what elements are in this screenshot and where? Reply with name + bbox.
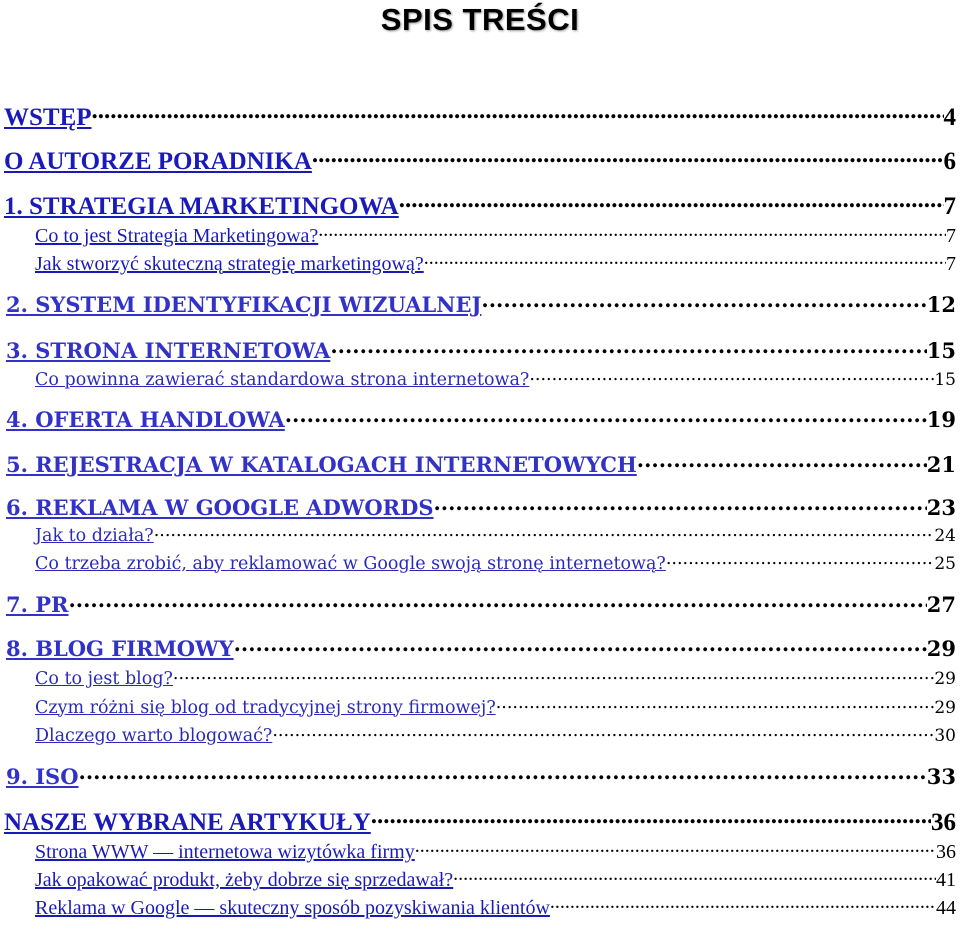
toc-entry-page: 23 [926,495,956,520]
toc-entry-label[interactable]: Co to jest blog? [35,668,173,689]
dot-leader [496,695,935,713]
dot-leader [550,894,936,914]
toc-subentry[interactable] [4,367,956,390]
toc-entry-label[interactable]: 8. BLOG FIRMOWY [6,636,234,661]
toc-entry-page: 29 [934,668,956,689]
toc-entry-label[interactable]: 4. OFERTA HANDLOWA [6,407,285,432]
dot-leader [330,337,926,358]
dot-leader [371,805,931,830]
toc-entry-oferta[interactable] [4,406,956,432]
toc-entry-label[interactable]: Czym różni się blog od tradycyjnej strony firmowej? [35,697,496,718]
dot-leader [415,838,936,858]
toc-entry-page: 36 [931,809,956,836]
toc-subentry[interactable] [4,523,956,546]
toc-entry-system[interactable] [4,291,956,317]
toc-entry-page: 36 [936,841,956,863]
toc-subentry[interactable] [4,838,956,864]
toc-entry-artykuly[interactable] [4,805,956,837]
toc-entry-page: 12 [926,292,956,317]
toc-entry-page: 29 [934,697,956,718]
toc-title: SPIS TREŚCI [380,2,580,37]
toc-entry-page: 29 [926,636,956,661]
dot-leader [529,367,934,385]
toc-subentry[interactable] [4,866,956,892]
dot-leader [637,451,927,472]
toc-entry-page: 15 [926,338,956,363]
toc-entry-blog[interactable] [4,635,956,661]
toc-entry-label[interactable]: O AUTORZE PORADNIKA [4,148,312,175]
toc-entry-label[interactable]: Reklama w Google — skuteczny sposób pozyskiwania klientów [35,897,550,919]
toc-entry-label[interactable]: 9. ISO [6,764,79,789]
toc-subentry[interactable] [4,695,956,718]
dot-leader [312,144,944,169]
toc-entry-label[interactable]: Strona WWW — internetowa wizytówka firmy [35,841,415,863]
toc-entry-o-autorze[interactable] [4,144,956,176]
toc-subentry[interactable] [4,894,956,920]
toc-entry-label[interactable]: Jak opakować produkt, żeby dobrze się sprzedawał? [35,869,454,891]
dot-leader [318,222,946,242]
toc-entry-label[interactable]: Dlaczego warto blogować? [35,725,273,746]
toc-entry-page: 30 [934,725,956,746]
toc-subentry[interactable] [4,666,956,689]
toc-entry-page: 6 [943,148,956,175]
dot-leader [434,494,927,515]
toc-entry-label[interactable]: Co to jest Strategia Marketingowa? [35,225,319,247]
toc-entry-label[interactable]: 3. STRONA INTERNETOWA [6,338,331,363]
toc-subentry[interactable] [4,723,956,746]
dot-leader [666,551,935,569]
dot-leader [285,406,927,427]
toc-entry-page: 27 [926,592,956,617]
dot-leader [234,635,927,656]
toc-entry-label[interactable]: Jak to działa? [35,525,154,546]
toc-entry-label[interactable]: 7. PR [6,592,69,617]
toc-entry-strategia[interactable] [4,189,956,221]
toc-entry-label[interactable]: Jak stworzyć skuteczną strategię marketingową? [35,253,424,275]
toc-entry-rejestracja[interactable] [4,451,956,477]
toc-subentry[interactable] [4,250,956,276]
toc-entry-reklama[interactable] [4,494,956,520]
dot-leader [68,591,926,612]
dot-leader [272,723,934,741]
toc-entry-iso[interactable] [4,763,956,789]
toc-entry-page: 21 [926,452,956,477]
toc-entry-page: 19 [926,407,956,432]
toc-entry-page: 24 [934,525,956,546]
toc-entry-page: 41 [936,869,956,891]
toc-subentry[interactable] [4,551,956,574]
toc-entry-label[interactable]: 5. REJESTRACJA W KATALOGACH INTERNETOWYCH [6,452,637,477]
toc-entry-label[interactable]: WSTĘP [4,104,92,131]
toc-subentry[interactable] [4,222,956,248]
toc-entry-page: 33 [926,764,956,789]
dot-leader [79,763,927,784]
toc-entry-page: 15 [934,369,956,390]
toc-entry-label[interactable]: Co trzeba zrobić, aby reklamować w Google swoją stronę internetową? [35,553,666,574]
dot-leader [92,100,944,125]
toc-entry-label[interactable]: Co powinna zawierać standardowa strona internetowa? [35,369,530,390]
toc-entry-page: 7 [946,225,956,247]
toc-entry-page: 4 [943,104,956,131]
dot-leader [424,250,946,270]
toc-entry-page: 7 [943,193,956,220]
toc-entry-page: 25 [934,553,956,574]
toc-entry-page: 7 [946,253,956,275]
toc-entry-page: 44 [936,897,956,919]
toc-entry-strona[interactable] [4,337,956,363]
dot-leader [173,666,934,684]
dot-leader [154,523,935,541]
toc-entry-wstep[interactable] [4,100,956,132]
toc-entry-label[interactable]: 1. STRATEGIA MARKETINGOWA [4,193,399,220]
dot-leader [399,189,944,214]
toc-entry-label[interactable]: NASZE WYBRANE ARTYKUŁY [4,809,371,836]
dot-leader [481,291,926,312]
toc-entry-pr[interactable] [4,591,956,617]
toc-entry-label[interactable]: 6. REKLAMA W GOOGLE ADWORDS [6,495,434,520]
dot-leader [453,866,936,886]
toc-entry-label[interactable]: 2. SYSTEM IDENTYFIKACJI WIZUALNEJ [6,292,482,317]
